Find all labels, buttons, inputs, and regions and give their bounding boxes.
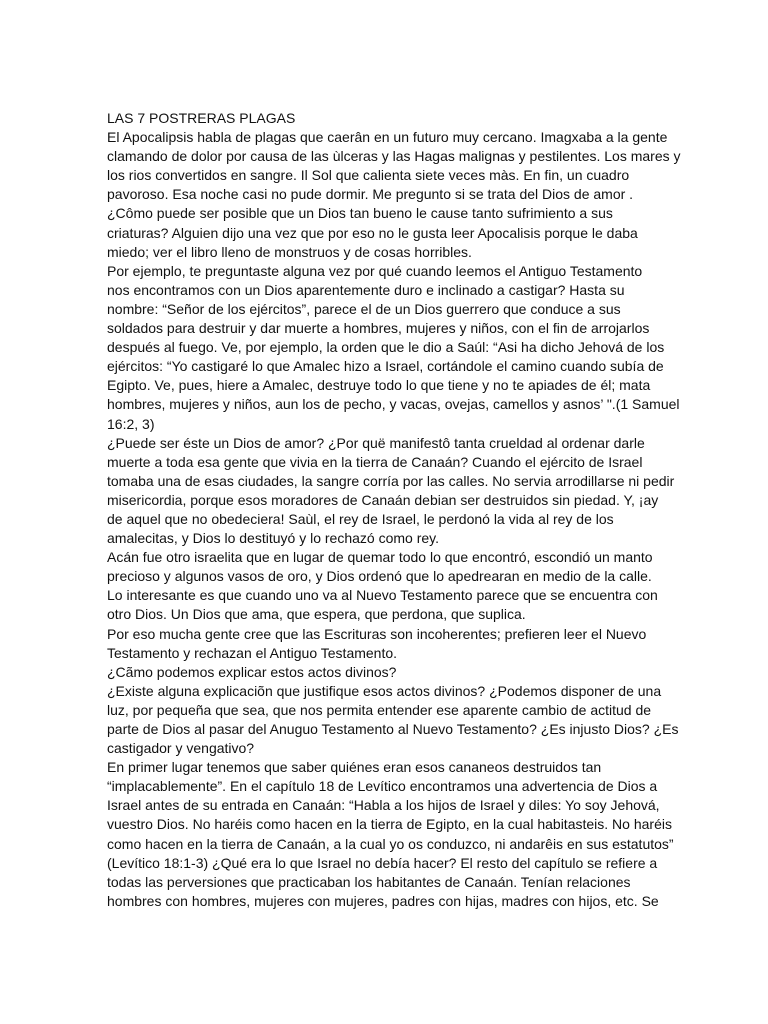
text-line: Por eso mucha gente cree que las Escrituras son incoherentes; prefieren leer el Nuevo bbox=[107, 625, 647, 642]
text-line: castigador y vengativo? bbox=[107, 740, 255, 757]
text-line: hombres, mujeres y niños, aun los de pecho, y vacas, ovejas, camellos y asnos’ ".(1 Samuel bbox=[107, 396, 680, 413]
document-title: LAS 7 POSTRERAS PLAGAS bbox=[107, 110, 296, 126]
text-line: misericordia, porque esos moradores de Canaán debian ser destruidos sin piedad. Y, ¡ay bbox=[107, 491, 659, 508]
text-line: miedo; ver el libro lleno de monstruos y de cosas horribles. bbox=[107, 243, 472, 260]
text-line: parte de Dios al pasar del Anuguo Testamento al Nuevo Testamento? ¿Es injusto Dios? ¿Es bbox=[107, 721, 679, 737]
text-line: Testamento y rechazan el Antiguo Testamento. bbox=[107, 644, 398, 661]
text-line: ¿Puede ser éste un Dios de amor? ¿Por quë manifestô tanta crueldad al ordenar darle bbox=[107, 434, 645, 451]
text-line: precioso y algunos vasos de oro, y Dios ordenó que lo apedrearan en medio de la calle. bbox=[107, 568, 652, 585]
text-line: hombres con hombres, mujeres con mujeres, padres con hijas, madres con hijos, etc. Se bbox=[107, 892, 659, 909]
text-line: 16:2, 3) bbox=[107, 415, 155, 432]
text-line: El Apocalipsis habla de plagas que caerân en un futuro muy cercano. Imagxaba a la gente bbox=[107, 129, 668, 146]
text-line: vuestro Dios. No haréis como hacen en la tierra de Egipto, en la cual habitasteis. No haréis bbox=[107, 816, 672, 833]
document-body bbox=[107, 109, 681, 911]
text-line: muerte a toda esa gente que vivia en la tierra de Canaán? Cuando el ejército de Israel bbox=[107, 453, 643, 470]
text-line: Acán fue otro israelita que en lugar de quemar todo lo que encontró, escondió un manto bbox=[107, 549, 653, 566]
text-line: Por ejemplo, te preguntaste alguna vez por qué cuando leemos el Antiguo Testamento bbox=[107, 262, 643, 279]
text-line: amalecitas, y Dios lo destituyó y lo rechazó como rey. bbox=[107, 530, 439, 547]
text-line: ¿Existe alguna explicaciõn que justifique esos actos divinos? ¿Podemos disponer de una bbox=[107, 682, 662, 699]
text-line: clamando de dolor por causa de las ùlceras y las Hagas malignas y pestilentes. Los mares y bbox=[107, 148, 681, 165]
text-line: de aquel que no obedeciera! Saùl, el rey de Israel, le perdonó la vida al rey de los bbox=[107, 510, 614, 527]
text-line: después al fuego. Ve, por ejemplo, la orden que le dio a Saúl: “Asi ha dicho Jehová de los bbox=[107, 339, 665, 356]
text-line: ¿Cãmo podemos explicar estos actos divinos? bbox=[107, 663, 397, 680]
text-line: todas las perversiones que practicaban los habitantes de Canaán. Tenían relaciones bbox=[107, 873, 631, 890]
text-line: los rios convertidos en sangre. Il Sol que calienta siete veces màs. En fin, un cuadro bbox=[107, 167, 630, 184]
text-line: luz, por pequeña que sea, que nos permita entender ese aparente cambio de actitud de bbox=[107, 701, 652, 718]
text-line: ¿Cômo puede ser posible que un Dios tan bueno le cause tanto sufrimiento a sus bbox=[107, 205, 613, 222]
text-line: En primer lugar tenemos que saber quiénes eran esos cananeos destruidos tan bbox=[107, 759, 602, 776]
text-line: “implacablemente”. En el capítulo 18 de Levítico encontramos una advertencia de Dios a bbox=[107, 778, 658, 795]
text-line: soldados para destruir y dar muerte a hombres, mujeres y niños, con el fin de arrojarlos bbox=[107, 320, 650, 337]
text-line: pavoroso. Esa noche casi no pude dormir. Me pregunto si se trata del Dios de amor . bbox=[107, 186, 634, 203]
text-line: Lo interesante es que cuando uno va al Nuevo Testamento parece que se encuentra con bbox=[107, 587, 658, 604]
text-line: criaturas? Alguien dijo una vez que por eso no le gusta leer Apocalisis porque le daba bbox=[107, 224, 638, 241]
text-line: como hacen en la tierra de Canaán, a la cual yo os conduzco, ni andarêis en sus estatutos” bbox=[107, 835, 674, 852]
text-line: tomaba una de esas ciudades, la sangre corría por las calles. No servia arrodillarse ni pedir bbox=[107, 472, 675, 489]
text-line: Egipto. Ve, pues, hiere a Amalec, destruye todo lo que tiene y no te apiades de él; mata bbox=[107, 377, 651, 394]
text-line: otro Dios. Un Dios que ama, que espera, que perdona, que suplica. bbox=[107, 606, 526, 623]
text-line: nos encontramos con un Dios aparentemente duro e inclinado a castigar? Hasta su bbox=[107, 281, 625, 298]
text-line: Israel antes de su entrada en Canaán: “Habla a los hijos de Israel y diles: Yo soy Jehová, bbox=[107, 797, 660, 814]
text-line: (Levítico 18:1-3) ¿Qué era lo que Israel no debía hacer? El resto del capítulo se refiere a bbox=[107, 854, 658, 871]
text-line: ejércitos: “Yo castigaré lo que Amalec hizo a Israel, cortándole el camino cuando subía de bbox=[107, 358, 664, 375]
text-line: nombre: “Señor de los ejércitos”, parece el de un Dios guerrero que conduce a sus bbox=[107, 300, 621, 317]
